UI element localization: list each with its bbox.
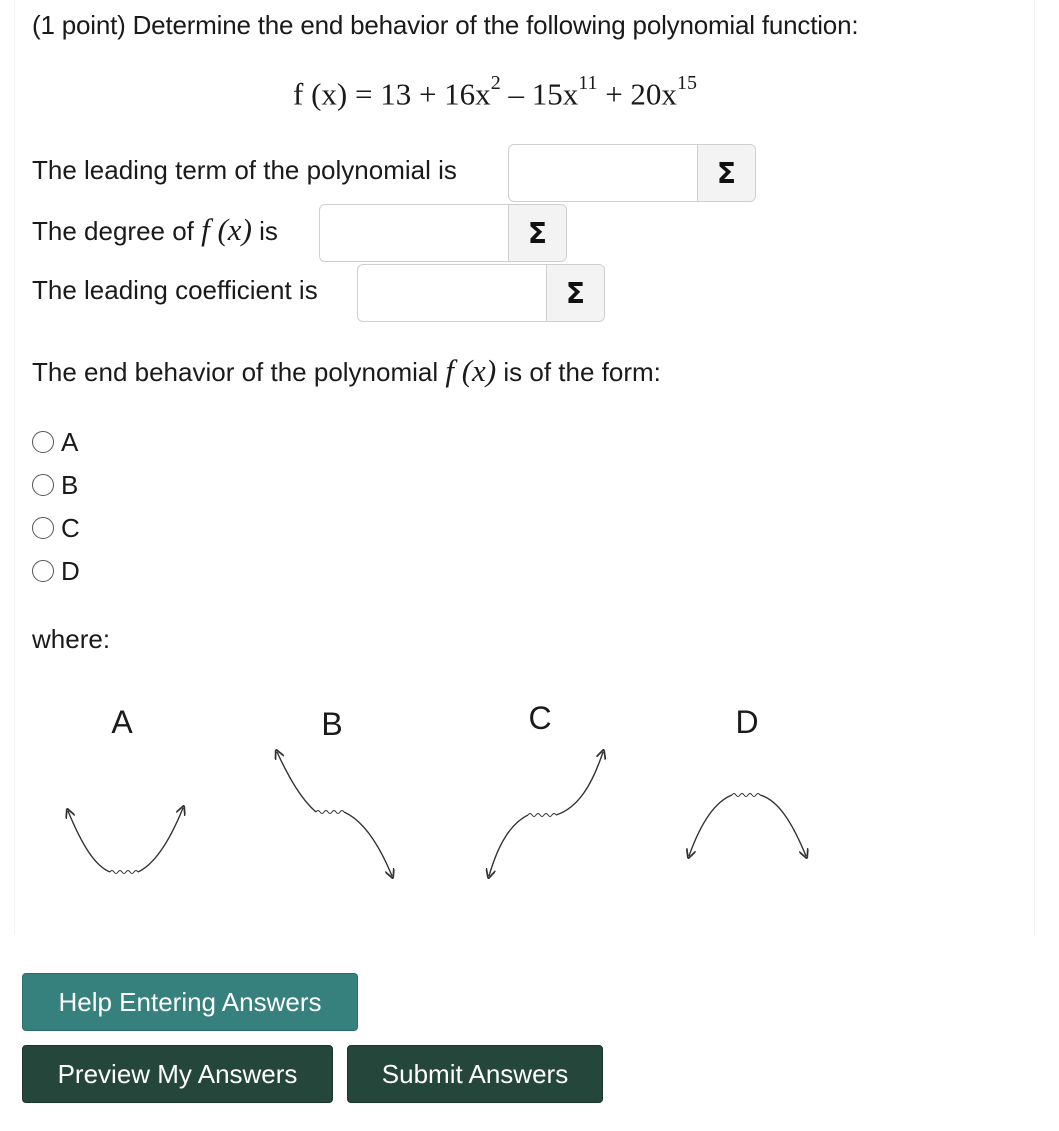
sigma-icon[interactable]: Σ <box>508 205 566 261</box>
where-label: where: <box>32 624 111 654</box>
submit-answers-button[interactable]: Submit Answers <box>347 1045 603 1103</box>
graph-label-a: A <box>111 704 133 740</box>
equation-exponent-1: 2 <box>490 72 501 94</box>
degree-label-function: f (x) <box>201 212 252 247</box>
graph-label-b: B <box>321 706 343 742</box>
option-d-label: D <box>61 555 80 586</box>
degree-label-post: is <box>251 216 278 246</box>
equation-exponent-2: 11 <box>578 72 598 94</box>
option-a-label: A <box>61 426 79 457</box>
degree-label-pre: The degree of <box>32 216 202 246</box>
down-down-curve-icon <box>689 794 806 857</box>
sigma-icon[interactable]: Σ <box>546 265 604 321</box>
end-behavior-label-pre: The end behavior of the polynomial <box>32 357 446 387</box>
equation-lhs: f (x) = 13 + 16x <box>293 76 491 112</box>
down-right-curve-icon <box>277 752 392 876</box>
equation-middle-1: – 15x <box>500 76 579 112</box>
equation-middle-2: + 20x <box>597 76 677 112</box>
leading-term-label: The leading term of the polynomial is <box>32 155 457 185</box>
end-behavior-label-post: is of the form: <box>496 357 661 387</box>
leading-coefficient-label: The leading coefficient is <box>32 275 318 305</box>
preview-answers-button[interactable]: Preview My Answers <box>22 1045 333 1103</box>
up-up-curve-icon <box>68 808 183 874</box>
sigma-icon[interactable]: Σ <box>697 145 755 201</box>
option-c-label: C <box>61 512 80 543</box>
up-right-curve-icon <box>489 752 603 876</box>
graph-label-d: D <box>735 704 759 740</box>
end-behavior-function: f (x) <box>445 353 497 388</box>
equation-exponent-3: 15 <box>676 72 697 94</box>
graph-label-c: C <box>528 700 552 736</box>
option-b-label: B <box>61 469 79 500</box>
help-entering-answers-button[interactable]: Help Entering Answers <box>22 973 358 1031</box>
problem-prompt: (1 point) Determine the end behavior of the following polynomial function: <box>32 10 859 40</box>
